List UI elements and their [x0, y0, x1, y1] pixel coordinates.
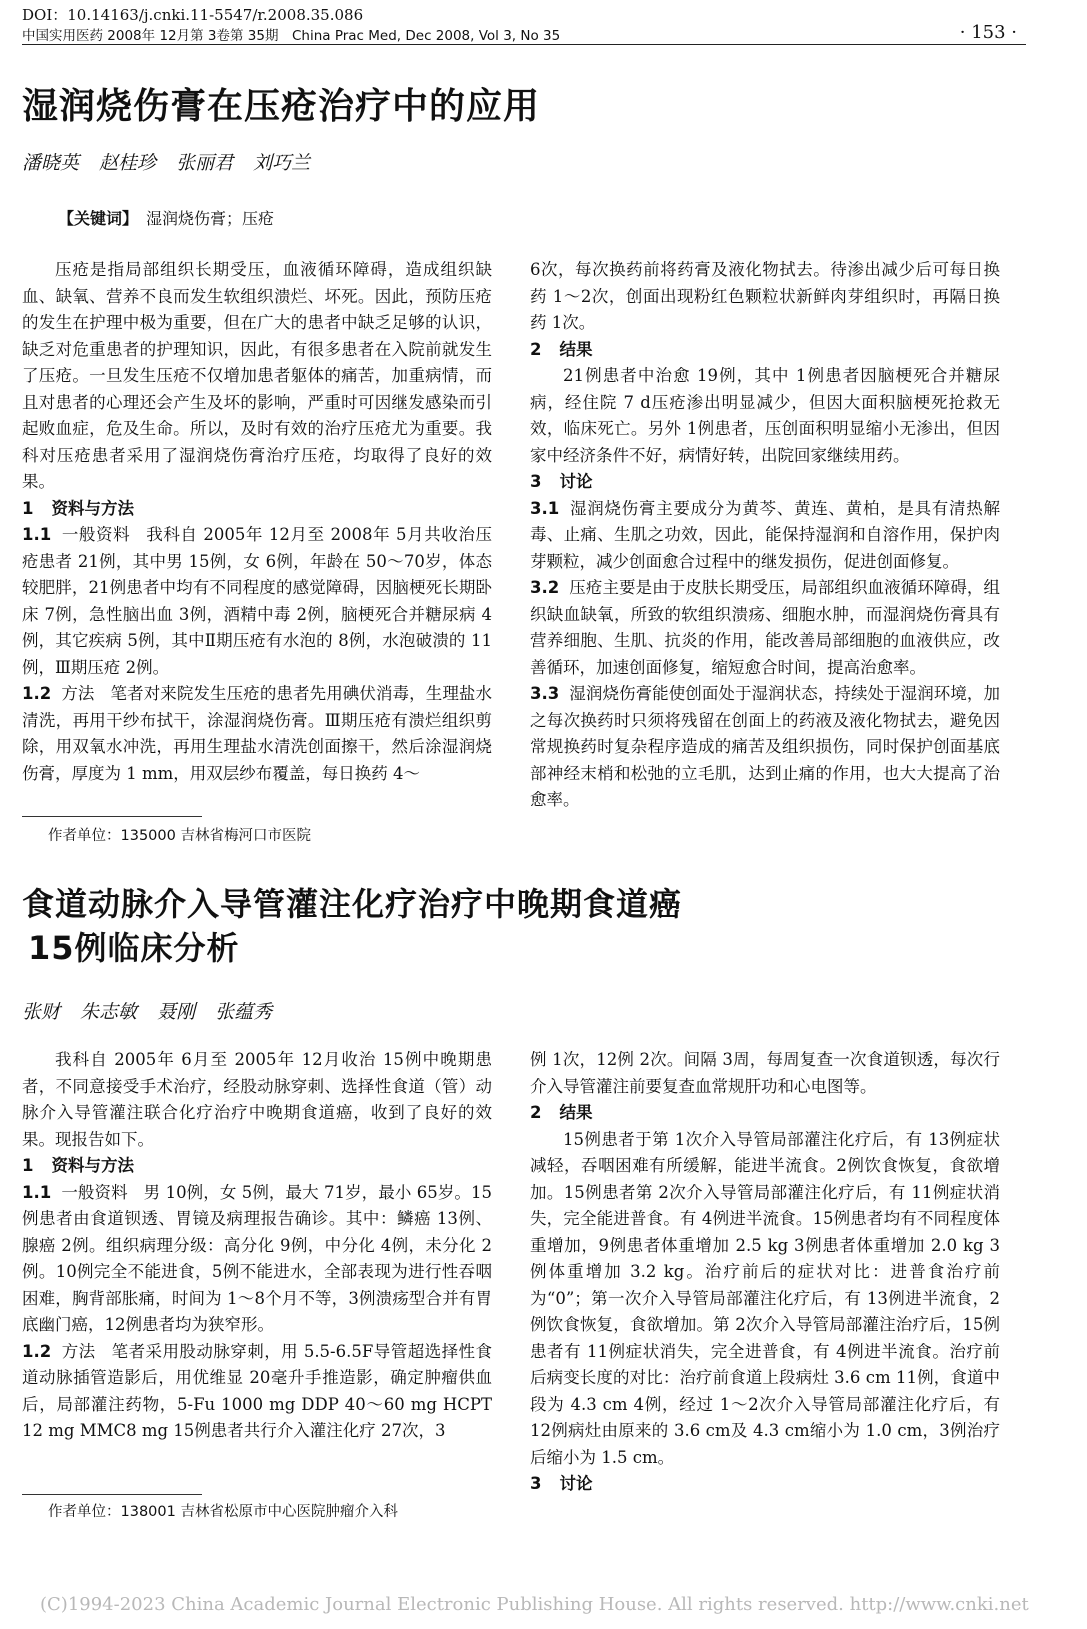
article1-section3-2: 3.2 压疮主要是由于皮肤长期受压，局部组织血液循环障碍，组织缺血缺氧，所致的软组织溃疡、细胞水肿，而湿润烧伤膏具有营养细胞、生肌、抗炎的作用，能改善局部细胞的血液供应，改善循环，加速创面修复，缩短愈合时间，提高治愈率。 [530, 578, 1000, 677]
article1-authors: 潘晓英 赵桂珍 张丽君 刘巧兰 [22, 152, 311, 174]
keywords-text: 湿润烧伤膏；压疮 [146, 209, 275, 228]
article1-right-column [530, 257, 1000, 814]
article1-left-column [22, 257, 492, 787]
article1-continuation: 6次，每次换药前将药膏及液化物拭去。待渗出减少后可每日换药 1～2次，创面出现粉红色颗粒状新鲜肉芽组织时，再隔日换药 1次。 [530, 260, 1000, 332]
article1-footnote-rule [22, 816, 202, 817]
running-head: 中国实用医药 2008年 12月第 3卷第 35期 China Prac Med, Dec 2008, Vol 3, No 35 [22, 28, 561, 44]
article2-title-line2: 15例临床分析 [28, 929, 240, 967]
article1-results: 21例患者中治愈 19例，其中 1例患者因脑梗死合并糖尿病，经住院 7 d压疮渗出明显减少，但因大面积脑梗死抢救无效，临床死亡。另外 1例患者，压创面积明显缩小无渗出，但因家中经济条件不好，病情好转，出院回家继续用药。 [530, 366, 1000, 465]
article1-title: 湿润烧伤膏在压疮治疗中的应用 [22, 86, 541, 127]
article1-section2-heading: 2 结果 [530, 339, 593, 359]
copyright-notice: (C)1994-2023 China Academic Journal Electronic Publishing House. All rights reserved. http://www.cnki.net [40, 1594, 1029, 1615]
article1-section3-3: 3.3 湿润烧伤膏能使创面处于湿润状态，持续处于湿润环境，加之每次换药时只须将残留在创面上的药液及液化物拭去，避免因常规换药时复杂程序造成的痛苦及组织损伤，同时保护创面基底部神经末梢和松弛的立毛肌，达到止痛的作用，也大大提高了治愈率。 [530, 684, 1000, 809]
article2-title-line1: 食道动脉介入导管灌注化疗治疗中晚期食道癌 [22, 885, 683, 923]
article1-section3-heading: 3 讨论 [530, 472, 593, 491]
article1-footnote: 作者单位：135000 吉林省梅河口市医院 [48, 828, 311, 844]
article1-section1-2: 1.2 方法 笔者对来院发生压疮的患者先用碘伏消毒，生理盐水清洗，再用干纱布拭干，涂湿润烧伤膏。Ⅲ期压疮有溃烂组织剪除，用双氧水冲洗，再用生理盐水清洗创面擦干，然后涂湿润烧伤膏，厚度为 1 mm，用双层纱布覆盖，每日换药 4～ [22, 684, 493, 783]
article2-right-column [530, 1047, 1000, 1498]
article2-footnote: 作者单位：138001 吉林省松原市中心医院肿瘤介入科 [48, 1504, 398, 1520]
article2-results: 15例患者于第 1次介入导管局部灌注化疗后，有 13例症状减轻，吞咽困难有所缓解，能进半流食。2例饮食恢复，食欲增加。15例患者第 2次介入导管局部灌注化疗后，有 11例症状消失，完全能进普食。有 4例进半流食。15例患者均有不同程度体重增加，9例患者体重增加 2.5 kg 3例患者体重增加 2.0 kg 3例体重增加 3.2 kg。治疗前后的症状对比：进普食治疗前为“0”；第一次介入导管局部灌注化疗后，有 13例进半流食，2例饮食恢复，食欲增加。第 2次介入导管局部灌注治疗后，15例患者有 11例症状消失，完全进普食，有 4例进半流食。治疗前后病变长度的对比：治疗前食道上段病灶 3.6 cm 11例，食道中段为 4.3 cm 4例，经过 1～2次介入导管局部灌注化疗后，有 12例病灶由原来的 3.6 cm及 4.3 cm缩小为 1.0 cm，3例治疗后缩小为 1.5 cm。 [530, 1129, 1000, 1467]
article2-section2-heading: 2 结果 [530, 1103, 593, 1122]
article1-keywords [58, 206, 274, 229]
article2-continuation: 例 1次，12例 2次。间隔 3周，每周复查一次食道钡透，每次行介入导管灌注前要复查血常规肝功和心电图等。 [530, 1050, 1000, 1096]
article2-section1-heading: 1 资料与方法 [22, 1156, 134, 1175]
article1-section1-heading: 1 资料与方法 [22, 498, 134, 518]
page-number: · 153 · [959, 22, 1017, 43]
article2-section1-1: 1.1 一般资料 男 10例，女 5例，最大 71岁，最小 65岁。15例患者由食道钡透、胃镜及病理报告确诊。其中：鳞癌 13例、腺癌 2例。组织病理分级：高分化 9例，中分化 4例，未分化 2例。10例完全不能进食，5例不能进水，全部表现为进行性吞咽困难，胸背部胀痛，时间为 1～8个月不等，3例溃疡型合并有胃底幽门癌，12例患者均为狭窄形。 [22, 1182, 493, 1334]
article2-footnote-rule [22, 1494, 202, 1495]
article2-title [22, 882, 922, 970]
article2-authors: 张财 朱志敏 聂刚 张蕴秀 [22, 1001, 273, 1023]
article1-intro: 压疮是指局部组织长期受压，血液循环障碍，造成组织缺血、缺氧、营养不良而发生软组织溃烂、坏死。因此，预防压疮的发生在护理中极为重要，但在广大的患者中缺乏足够的认识，缺乏对危重患者的护理知识，因此，有很多患者在入院前就发生了压疮。一旦发生压疮不仅增加患者躯体的痛苦，加重病情，而且对患者的心理还会产生及坏的影响，严重时可因继发感染而引起败血症，危及生命。所以，及时有效的治疗压疮尤为重要。我科对压疮患者采用了湿润烧伤膏治疗压疮，均取得了良好的效果。 [22, 260, 492, 491]
article1-section3-1: 3.1 湿润烧伤膏主要成分为黄芩、黄连、黄柏，是具有清热解毒、止痛、生肌之功效，因此，能保持湿润和自溶作用，保护肉芽颗粒，减少创面愈合过程中的继发损伤，促进创面修复。 [530, 498, 1000, 571]
article2-left-column [22, 1047, 492, 1445]
article1-section1-1: 1.1 一般资料 我科自 2005年 12月至 2008年 5月共收治压疮患者 21例，其中男 15例，女 6例，年龄在 50～70岁，体态较肥胖，21例患者中均有不同程度的感觉障碍，因脑梗死长期卧床 7例，急性脑出血 3例，酒精中毒 2例，脑梗死合并糖尿病 4例，其它疾病 5例，其中Ⅱ期压疮有水泡的 8例，水泡破溃的 11例，Ⅲ期压疮 2例。 [22, 525, 492, 677]
article2-section1-2: 1.2 方法 笔者采用股动脉穿刺，用 5.5-6.5F导管超选择性食道动脉插管造影后，用优维显 20毫升手推造影，确定肿瘤供血后，局部灌注药物，5-Fu 1000 mg DDP 40～60 mg HCPT 12 mg MMC8 mg 15例患者共行介入灌注化疗 27次，3 [22, 1341, 493, 1440]
header-rule [22, 44, 1026, 45]
doi: DOI：10.14163/j.cnki.11-5547/r.2008.35.086 [22, 6, 364, 24]
article2-section3-heading: 3 讨论 [530, 1474, 593, 1493]
article2-intro: 我科自 2005年 6月至 2005年 12月收治 15例中晚期患者，不同意接受手术治疗，经股动脉穿刺、选择性食道（管）动脉介入导管灌注联合化疗治疗中晚期食道癌，收到了良好的效果。现报告如下。 [22, 1050, 492, 1149]
keywords-label: 【关键词】 [58, 209, 139, 228]
